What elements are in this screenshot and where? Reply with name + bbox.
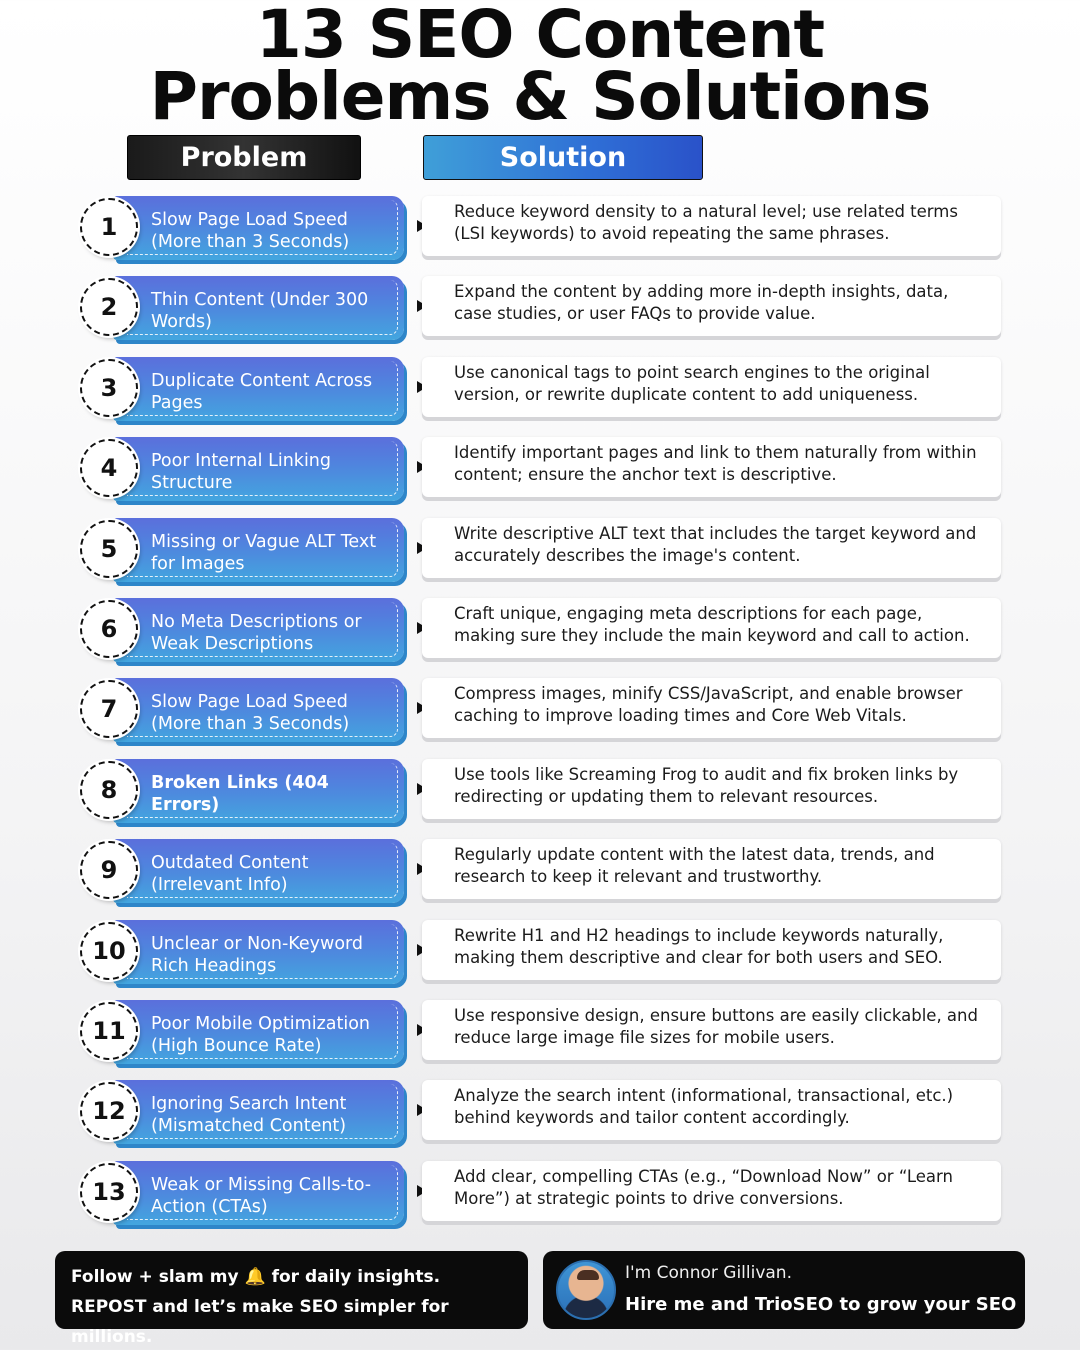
problem-card (113, 437, 404, 501)
item-number-badge: 4 (80, 439, 138, 497)
item-number-badge: 2 (80, 278, 138, 336)
solution-card: Regularly update content with the latest data, trends, and research to keep it relevant and trustworthy. (422, 839, 1001, 899)
list-item (0, 1080, 1080, 1146)
item-number-badge: 6 (80, 600, 138, 658)
problem-text: No Meta Descriptions or Weak Descriptions (151, 612, 362, 654)
list-item (0, 759, 1080, 825)
list-item (0, 437, 1080, 503)
problem-card (113, 839, 404, 903)
problem-text: Outdated Content (Irrelevant Info) (151, 853, 309, 895)
problem-text: Slow Page Load Speed (More than 3 Seconds) (151, 210, 350, 252)
problem-card (113, 759, 404, 823)
problem-column-header: Problem (127, 135, 361, 180)
item-number-badge: 9 (80, 841, 138, 899)
problem-text: Slow Page Load Speed (More than 3 Seconds) (151, 692, 350, 734)
author-intro: I'm Connor Gillivan. (625, 1263, 792, 1283)
problem-text: Duplicate Content Across Pages (151, 371, 373, 413)
list-item (0, 839, 1080, 905)
list-item (0, 518, 1080, 584)
avatar (556, 1260, 616, 1320)
solution-card: Analyze the search intent (informational, transactional, etc.) behind keywords and tailor content accordingly. (422, 1080, 1001, 1140)
list-item (0, 196, 1080, 262)
list-item (0, 598, 1080, 664)
list-item (0, 920, 1080, 986)
list-item (0, 1161, 1080, 1227)
problem-card (113, 1161, 404, 1225)
problem-card (113, 1080, 404, 1144)
list-item (0, 678, 1080, 744)
problem-text: Thin Content (Under 300 Words) (151, 290, 369, 332)
bell-icon: 🔔 (244, 1267, 266, 1287)
item-number-badge: 12 (80, 1082, 138, 1140)
solution-card: Identify important pages and link to them naturally from within content; ensure the anchor text is descriptive. (422, 437, 1001, 497)
repost-text: REPOST and let’s make SEO simpler for millions. (71, 1297, 449, 1347)
author-banner (543, 1251, 1025, 1329)
solution-card: Reduce keyword density to a natural level; use related terms (LSI keywords) to avoid repeating the same phrases. (422, 196, 1001, 256)
page-title (0, 0, 1080, 135)
item-number-badge: 13 (80, 1163, 138, 1221)
hire-cta: Hire me and TrioSEO to grow your SEO (625, 1294, 1017, 1315)
problem-card (113, 518, 404, 582)
solution-card: Rewrite H1 and H2 headings to include keywords naturally, making them descriptive and clear for both users and SEO. (422, 920, 1001, 980)
follow-text: Follow + slam my (71, 1267, 239, 1287)
solution-card: Use responsive design, ensure buttons are easily clickable, and reduce large image file sizes for mobile users. (422, 1000, 1001, 1060)
solution-card: Craft unique, engaging meta descriptions for each page, making sure they include the main keyword and call to action. (422, 598, 1001, 658)
solution-card: Expand the content by adding more in-depth insights, data, case studies, or user FAQs to provide value. (422, 276, 1001, 336)
solution-card: Use canonical tags to point search engines to the original version, or rewrite duplicate content to add uniqueness. (422, 357, 1001, 417)
problem-text: Broken Links (404 Errors) (151, 773, 329, 815)
list-item (0, 276, 1080, 342)
problem-card (113, 357, 404, 421)
title-line-2: Problems & Solutions (149, 58, 931, 135)
solution-card: Add clear, compelling CTAs (e.g., “Download Now” or “Learn More”) at strategic points to drive conversions. (422, 1161, 1001, 1221)
problem-text: Missing or Vague ALT Text for Images (151, 532, 377, 574)
problem-card (113, 920, 404, 984)
solution-card: Write descriptive ALT text that includes the target keyword and accurately describes the image's content. (422, 518, 1001, 578)
item-number-badge: 7 (80, 680, 138, 738)
item-number-badge: 11 (80, 1002, 138, 1060)
item-number-badge: 8 (80, 761, 138, 819)
problem-text: Ignoring Search Intent (Mismatched Content) (151, 1094, 347, 1136)
problem-card (113, 196, 404, 260)
item-number-badge: 10 (80, 922, 138, 980)
problem-text: Poor Internal Linking Structure (151, 451, 332, 493)
item-number-badge: 1 (80, 198, 138, 256)
problem-card (113, 678, 404, 742)
problem-text: Unclear or Non-Keyword Rich Headings (151, 934, 364, 976)
problem-card (113, 598, 404, 662)
title-line-1: 13 SEO Content (255, 0, 825, 73)
solution-column-header: Solution (423, 135, 703, 180)
solution-card: Use tools like Screaming Frog to audit and fix broken links by redirecting or updating them to relevant resources. (422, 759, 1001, 819)
problem-card (113, 1000, 404, 1064)
item-number-badge: 5 (80, 520, 138, 578)
follow-text-end: for daily insights. (271, 1267, 441, 1287)
list-item (0, 357, 1080, 423)
problem-text: Poor Mobile Optimization (High Bounce Rate) (151, 1014, 371, 1056)
follow-banner (55, 1251, 528, 1347)
problem-card (113, 276, 404, 340)
list-item (0, 1000, 1080, 1066)
item-number-badge: 3 (80, 359, 138, 417)
avatar-hair (577, 1270, 599, 1280)
solution-card: Compress images, minify CSS/JavaScript, and enable browser caching to improve loading times and Core Web Vitals. (422, 678, 1001, 738)
problem-text: Weak or Missing Calls-to-Action (CTAs) (151, 1175, 372, 1217)
